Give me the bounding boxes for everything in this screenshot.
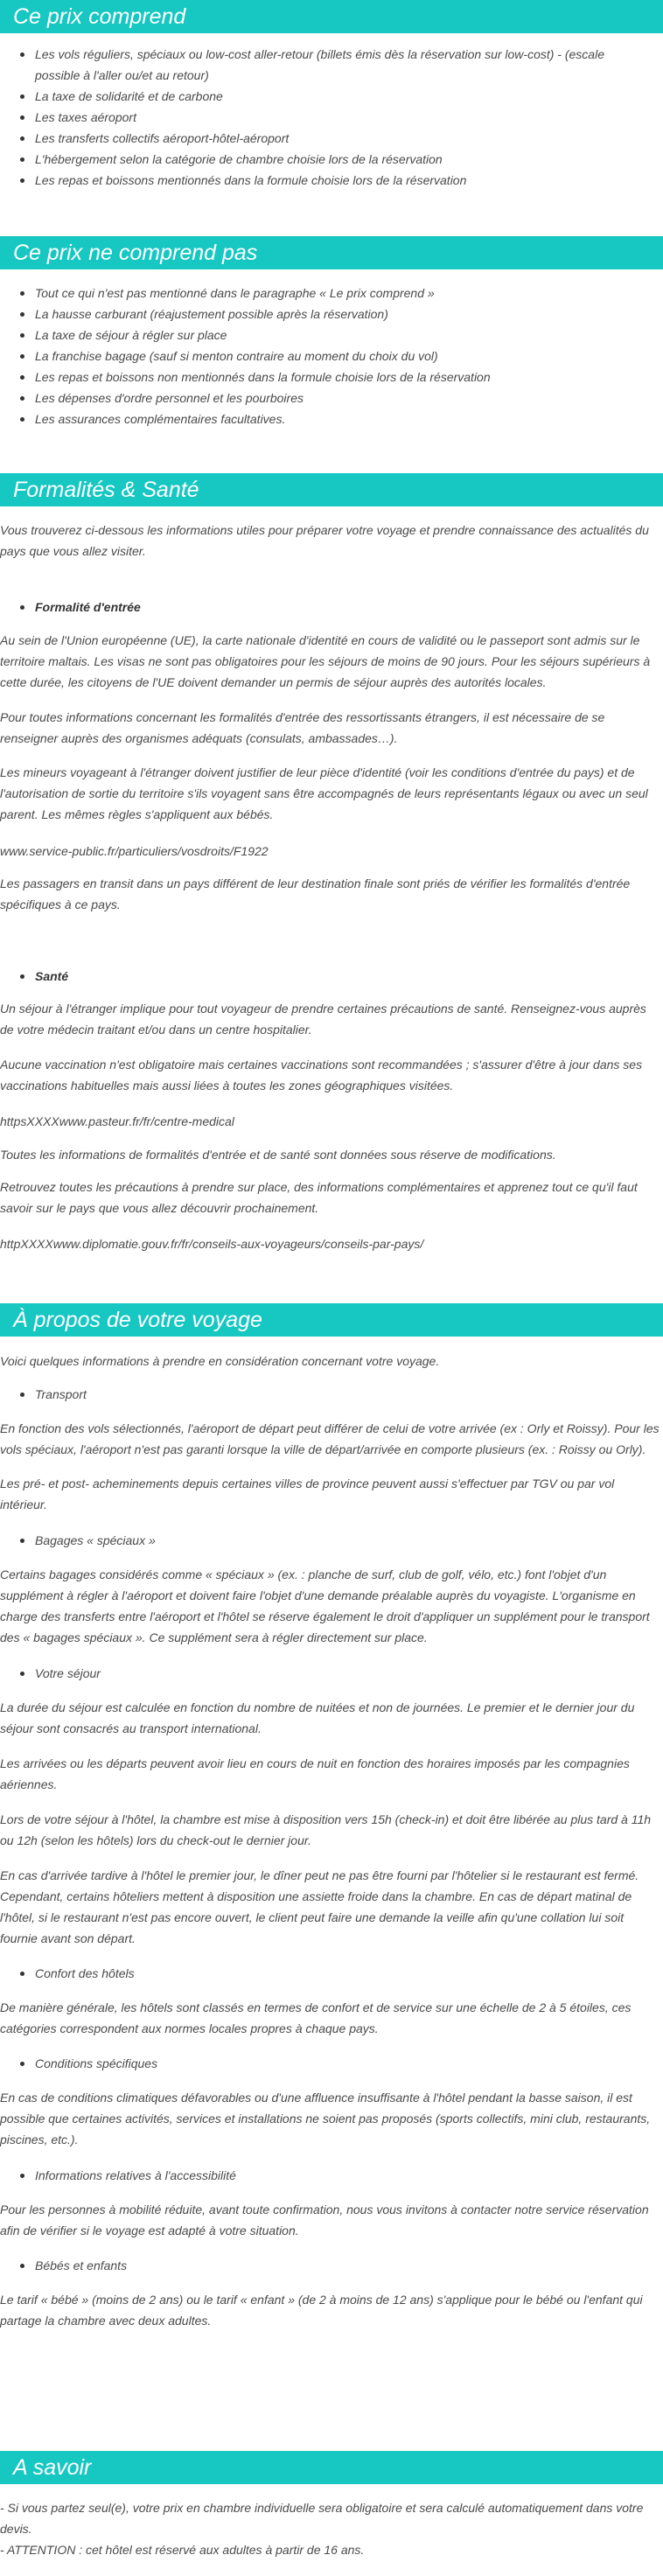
includes-list	[0, 44, 663, 191]
asavoir-section-title: A savoir	[0, 2451, 663, 2484]
entry-link[interactable]: www.service-public.fr/particuliers/vosdroits/F1922	[0, 844, 269, 858]
transport-paragraph-1: En fonction des vols sélectionnés, l'aéroport de départ peut différer de celui de votre arrivée (ex : Orly et Roissy). Pour les vols spéciaux, l'aéroport n'est pas garanti lorsque la ville de départ/arrivée en comporte plusieurs (ex. : Roissy ou Orly).	[0, 1421, 660, 1456]
confort-heading: Confort des hôtels	[35, 1963, 135, 1984]
conditions-paragraph-1: En cas de conditions climatiques défavorables ou d'une affluence insuffisante à l'hôtel pendant la basse saison, il est possible que certaines activités, services et installations ne soient pas proposés (sports collectifs, mini club, restaurants, piscines, etc.).	[0, 2091, 651, 2147]
list-item: La taxe de solidarité et de carbone	[35, 86, 653, 107]
transport-paragraph-2: Les pré- et post- acheminements depuis certaines villes de province peuvent aussi s'effectuer par TGV ou par vol intérieur.	[0, 1476, 615, 1511]
entry-paragraph-4: Les passagers en transit dans un pays différent de leur destination finale sont priés de vérifier les formalités d'entrée spécifiques à ce pays.	[0, 876, 631, 911]
sejour-paragraph-2: Les arrivées ou les départs peuvent avoir lieu en cours de nuit en fonction des horaires imposés par les compagnies aériennes.	[0, 1756, 630, 1791]
asavoir-line-2: - ATTENTION : cet hôtel est réservé aux adultes à partir de 16 ans.	[0, 2543, 365, 2557]
health-link[interactable]: httpsXXXXwww.pasteur.fr/fr/centre-medical	[0, 1114, 234, 1128]
list-item: Tout ce qui n'est pas mentionné dans le paragraphe « Le prix comprend »	[35, 283, 653, 304]
excludes-list-block	[0, 283, 663, 429]
list-item: Les transferts collectifs aéroport-hôtel-aéroport	[35, 128, 653, 149]
excludes-section-title: Ce prix ne comprend pas	[0, 236, 663, 269]
health-link-2[interactable]: httpXXXXwww.diplomatie.gouv.fr/fr/conseils-aux-voyageurs/conseils-par-pays/	[0, 1237, 424, 1251]
entry-paragraph-1: Au sein de l'Union européenne (UE), la carte nationale d'identité en cours de validité ou le passeport sont admis sur le territoire maltais. Les visas ne sont pas obligatoires pour les séjours de moins de 90 jours. Pour les séjours supérieurs à cette durée, les citoyens de l'UE doivent demander un permis de séjour auprès des autorités locales.	[0, 633, 651, 689]
list-item: Les dépenses d'ordre personnel et les pourboires	[35, 387, 653, 408]
formalities-section-title: Formalités & Santé	[0, 473, 663, 506]
asavoir-line-1: - Si vous partez seul(e), votre prix en chambre individuelle sera obligatoire et sera calculé automatiquement dans votre devis.	[0, 2501, 644, 2536]
list-item: La franchise bagage (sauf si menton contraire au moment du choix du vol)	[35, 346, 653, 367]
health-paragraph-2: Aucune vaccination n'est obligatoire mais certaines vaccinations sont recommandées ; s'assurer d'être à jour dans ses vaccinations habituelles mais aussi liées à toutes les zones géographiques visitées.	[0, 1058, 643, 1093]
excludes-list	[0, 283, 663, 429]
formalities-intro: Vous trouverez ci-dessous les informations utiles pour préparer votre voyage et prendre connaissance des actualités du pays que vous allez visiter.	[0, 523, 649, 558]
accessibility-paragraph-1: Pour les personnes à mobilité réduite, avant toute confirmation, nous vous invitons à contacter notre service réservation afin de vérifier si le voyage est adapté à votre situation.	[0, 2203, 649, 2237]
sejour-paragraph-4: En cas d'arrivée tardive à l'hôtel le premier jour, le dîner peut ne pas être fourni par l'hôtelier si le restaurant est fermé. Cependant, certains hôteliers mettent à disposition une assiette froide dans la chambre. En cas de départ matinal de l'hôtel, si le restaurant n'est pas encore ouvert, le client peut faire une demande la veille afin qu'une collation lui soit fournie avant son départ.	[0, 1868, 639, 1945]
includes-section-title: Ce prix comprend	[0, 0, 663, 33]
entry-paragraph-2: Pour toutes informations concernant les formalités d'entrée des ressortissants étrangers, il est nécessaire de se renseigner auprès des organismes adéquats (consulats, ambassades…).	[0, 710, 605, 745]
entry-heading: Formalité d'entrée	[35, 597, 141, 618]
health-paragraph-4: Retrouvez toutes les précautions à prendre sur place, des informations complémentaires et apprenez tout ce qu'il faut savoir sur le pays que vous allez découvrir prochainement.	[0, 1180, 638, 1215]
health-paragraph-3: Toutes les informations de formalités d'entrée et de santé sont données sous réserve de modifications.	[0, 1148, 556, 1162]
list-item: Les vols réguliers, spéciaux ou low-cost aller-retour (billets émis dès la réservation sur low-cost) - (escale possible à l'aller ou/et au retour)	[35, 44, 653, 86]
health-heading: Santé	[35, 966, 68, 987]
list-item: Les repas et boissons non mentionnés dans la formule choisie lors de la réservation	[35, 367, 653, 387]
list-item: Les repas et boissons mentionnés dans la formule choisie lors de la réservation	[35, 170, 653, 191]
bebes-paragraph-1: Le tarif « bébé » (moins de 2 ans) ou le tarif « enfant » (de 2 à moins de 12 ans) s'applique pour le bébé ou l'enfant qui partage la chambre avec deux adultes.	[0, 2293, 643, 2328]
accessibility-heading: Informations relatives à l'accessibilité	[35, 2165, 236, 2186]
bagages-paragraph-1: Certains bagages considérés comme « spéciaux » (ex. : planche de surf, club de golf, vélo, etc.) font l'objet d'un supplément à régler à l'aéroport et doivent faire l'objet d'une demande préalable auprès du voyagiste. L'organisme en charge des transferts entre l'aéroport et l'hôtel se réserve également le droit d'appliquer un supplément pour le transport des « bagages spéciaux ». Ce supplément sera à régler directement sur place.	[0, 1567, 650, 1644]
sejour-heading: Votre séjour	[35, 1663, 101, 1684]
confort-paragraph-1: De manière générale, les hôtels sont classés en termes de confort et de service sur une échelle de 2 à 5 étoiles, ces catégories correspondent aux normes locales propres à chaque pays.	[0, 2000, 632, 2035]
list-item: La hausse carburant (réajustement possible après la réservation)	[35, 304, 653, 325]
about-section-title: À propos de votre voyage	[0, 1303, 663, 1337]
list-item: Les taxes aéroport	[35, 107, 653, 128]
sejour-paragraph-1: La durée du séjour est calculée en fonction du nombre de nuitées et non de journées. Le premier et le dernier jour du séjour sont consacrés au transport international.	[0, 1700, 635, 1735]
list-item: La taxe de séjour à régler sur place	[35, 325, 653, 346]
includes-list-block	[0, 44, 663, 191]
transport-heading: Transport	[35, 1384, 87, 1405]
list-item: L'hébergement selon la catégorie de chambre choisie lors de la réservation	[35, 149, 653, 170]
list-item: Les assurances complémentaires facultatives.	[35, 408, 653, 429]
sejour-paragraph-3: Lors de votre séjour à l'hôtel, la chambre est mise à disposition vers 15h (check-in) et doit être libérée au plus tard à 11h ou 12h (selon les hôtels) lors du check-out le dernier jour.	[0, 1812, 652, 1847]
bagages-heading: Bagages « spéciaux »	[35, 1530, 156, 1551]
health-paragraph-1: Un séjour à l'étranger implique pour tout voyageur de prendre certaines précautions de santé. Renseignez-vous auprès de votre médecin traitant et/ou dans un centre hospitalier.	[0, 1002, 646, 1037]
bebes-heading: Bébés et enfants	[35, 2255, 127, 2276]
conditions-heading: Conditions spécifiques	[35, 2053, 157, 2074]
entry-paragraph-3: Les mineurs voyageant à l'étranger doivent justifier de leur pièce d'identité (voir les conditions d'entrée du pays) et de l'autorisation de sortie du territoire s'ils voyagent sans être accompagnés de leurs représentants légaux ou avec un seul parent. Les mêmes règles s'appliquent aux bébés.	[0, 765, 648, 821]
about-intro: Voici quelques informations à prendre en considération concernant votre voyage.	[0, 1354, 440, 1368]
